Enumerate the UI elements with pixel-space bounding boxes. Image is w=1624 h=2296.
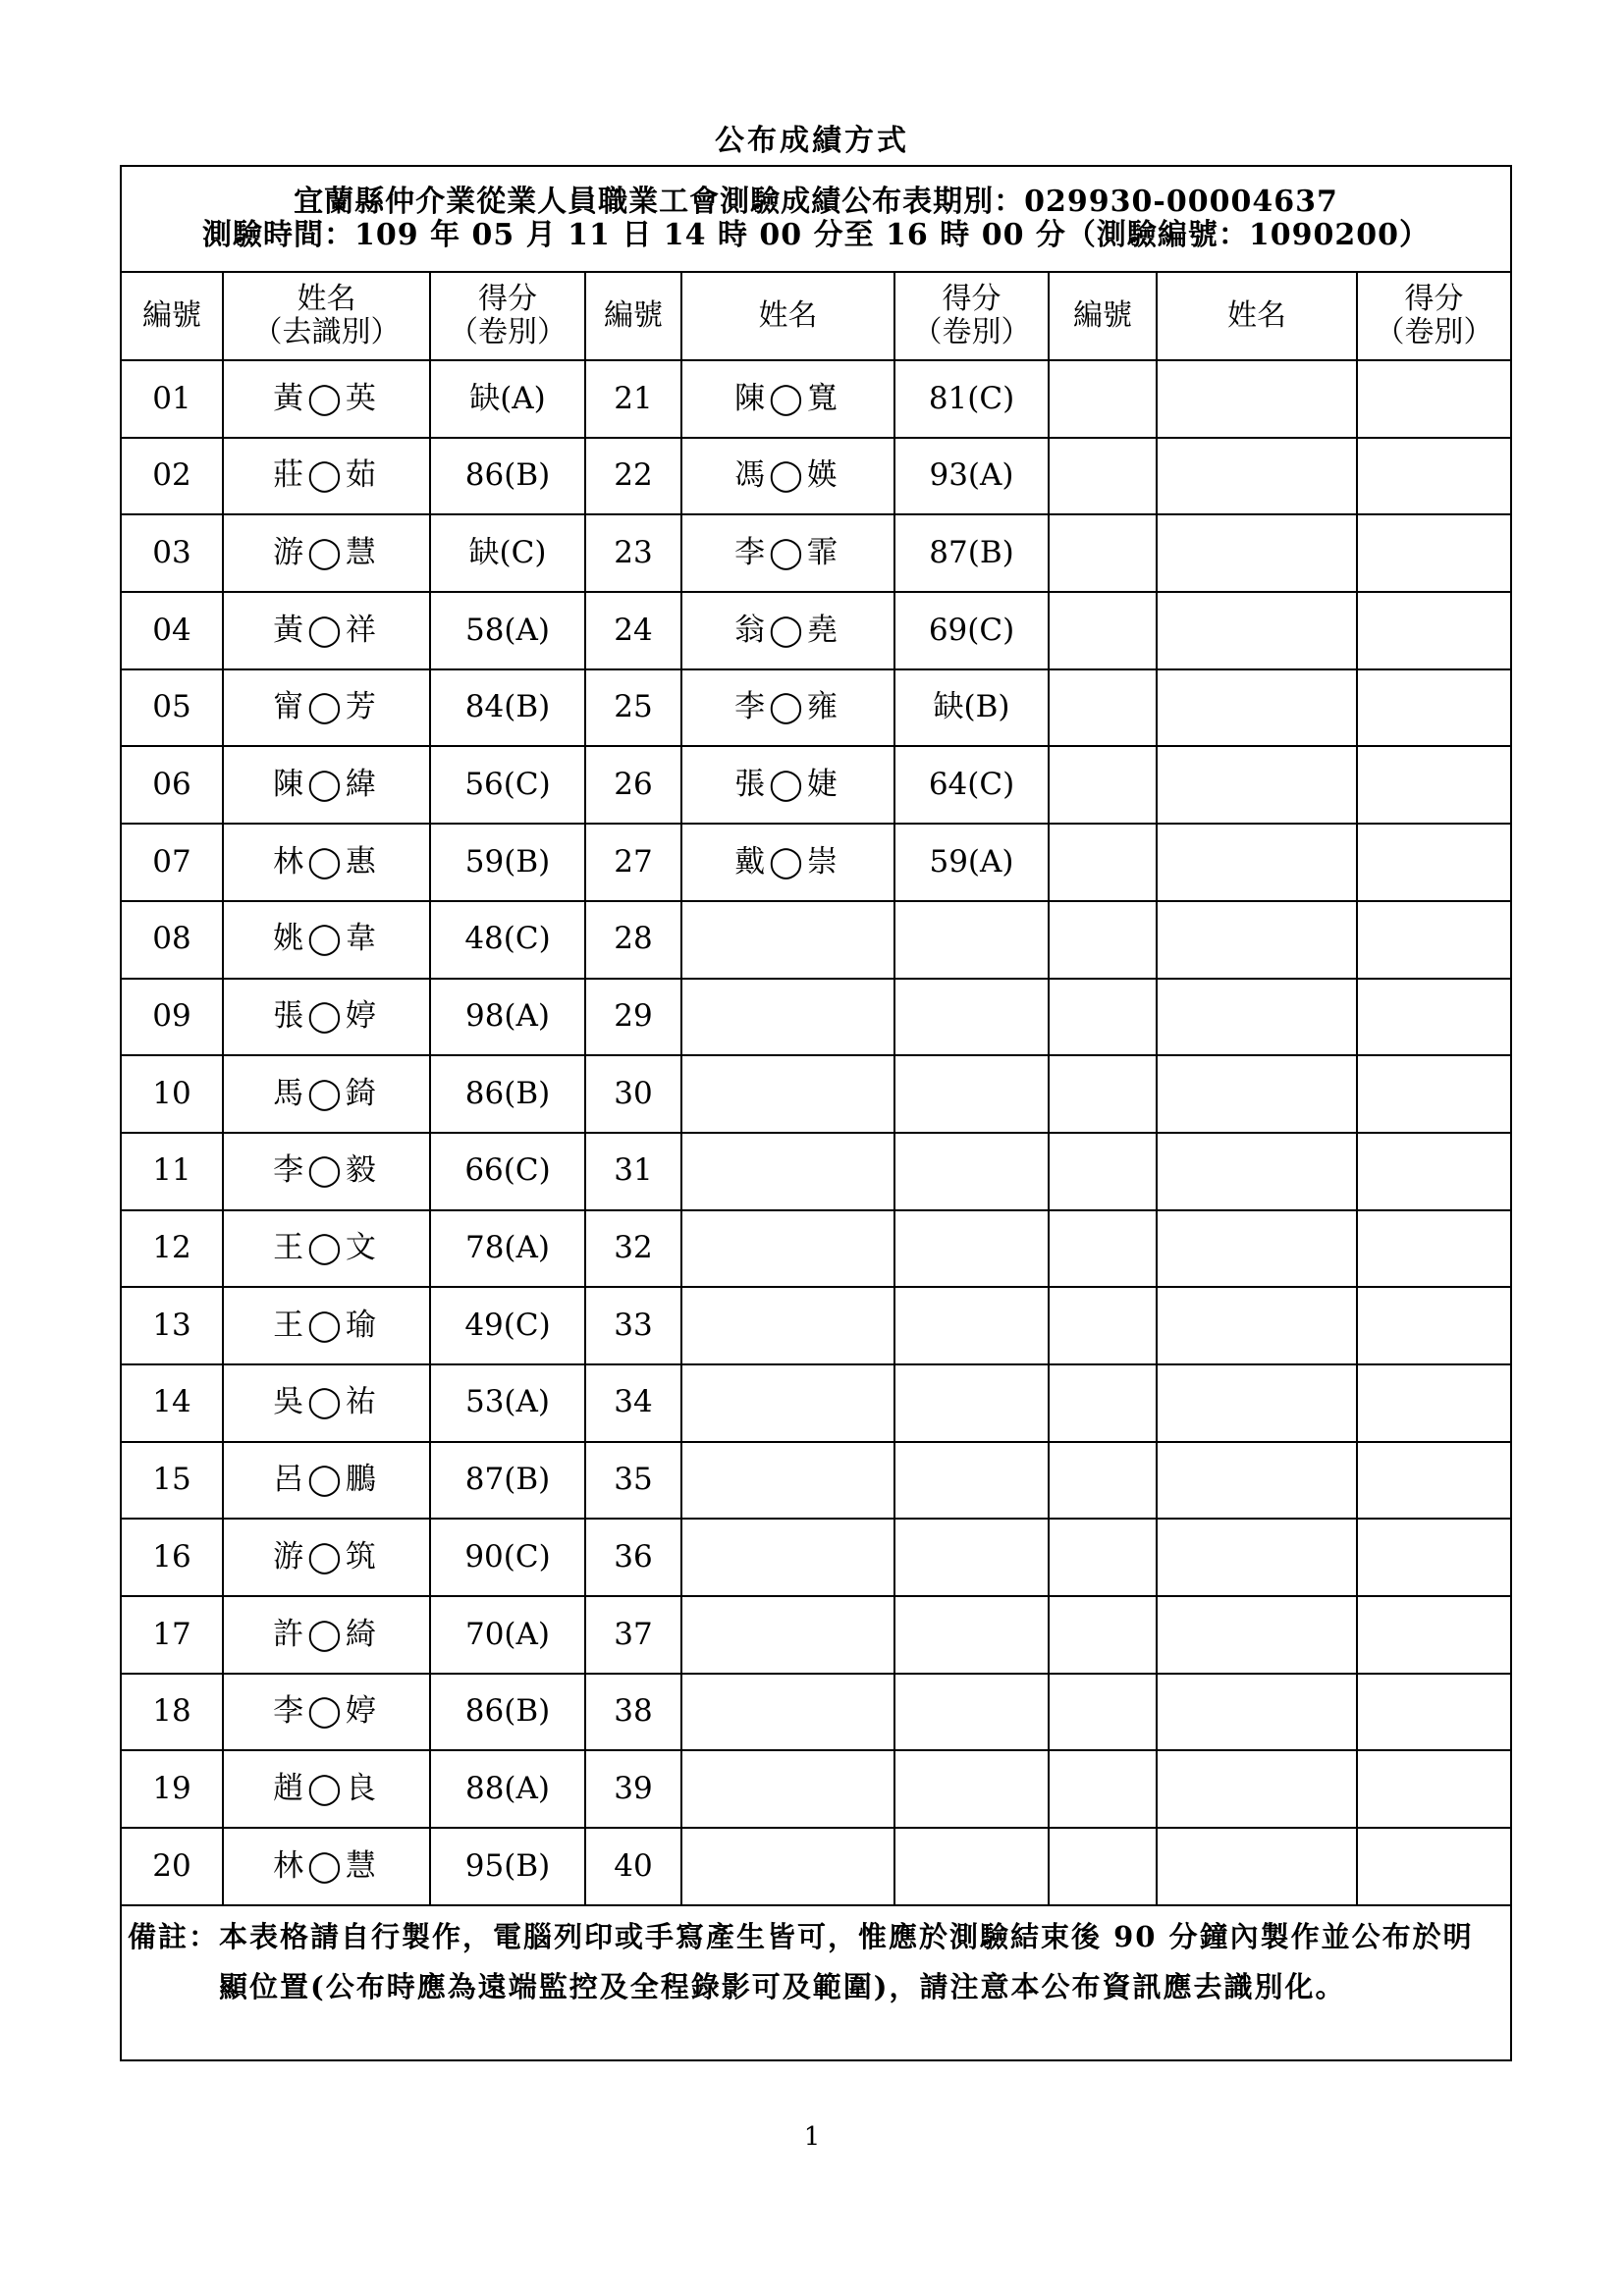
cell-number <box>1049 1055 1157 1133</box>
cell-score: 69(C) <box>894 592 1049 669</box>
cell-number: 03 <box>121 514 223 592</box>
table-header <box>121 166 1511 272</box>
cell-number: 20 <box>121 1828 223 1905</box>
cell-score: 98(A) <box>430 979 585 1056</box>
cell-score <box>894 1133 1049 1210</box>
cell-score <box>894 1055 1049 1133</box>
cell-name: 莊◯茹 <box>223 438 430 515</box>
cell-score: 87(B) <box>430 1442 585 1520</box>
cell-name: 張◯婕 <box>681 746 894 824</box>
cell-score <box>1357 1828 1511 1905</box>
cell-number: 16 <box>121 1519 223 1596</box>
cell-name: 翁◯堯 <box>681 592 894 669</box>
table-row <box>121 1210 1511 1288</box>
cell-score: 56(C) <box>430 746 585 824</box>
cell-name <box>1157 360 1357 438</box>
remarks-label: 備註： <box>128 1919 220 1953</box>
cell-name: 游◯慧 <box>223 514 430 592</box>
cell-name: 李◯雍 <box>681 669 894 747</box>
col-score-1: 得分 （卷別） <box>430 272 585 360</box>
cell-name <box>681 1364 894 1442</box>
cell-number: 28 <box>585 901 681 979</box>
cell-number <box>1049 1828 1157 1905</box>
cell-name <box>1157 1750 1357 1828</box>
cell-score <box>894 901 1049 979</box>
cell-number: 05 <box>121 669 223 747</box>
cell-score <box>894 1674 1049 1751</box>
cell-name <box>681 1210 894 1288</box>
table-row <box>121 901 1511 979</box>
cell-score <box>1357 592 1511 669</box>
cell-name <box>681 1133 894 1210</box>
cell-number: 27 <box>585 824 681 901</box>
table-row <box>121 1750 1511 1828</box>
cell-score: 95(B) <box>430 1828 585 1905</box>
col-name-1: 姓名 （去識別） <box>223 272 430 360</box>
cell-score <box>1357 1750 1511 1828</box>
cell-number: 21 <box>585 360 681 438</box>
cell-name: 王◯瑜 <box>223 1287 430 1364</box>
cell-name: 李◯霏 <box>681 514 894 592</box>
cell-number: 33 <box>585 1287 681 1364</box>
cell-number: 34 <box>585 1364 681 1442</box>
cell-name <box>681 1674 894 1751</box>
cell-number: 12 <box>121 1210 223 1288</box>
cell-name <box>1157 1364 1357 1442</box>
cell-score <box>894 1596 1049 1674</box>
cell-number <box>1049 360 1157 438</box>
cell-score: 86(B) <box>430 1055 585 1133</box>
cell-name <box>681 1287 894 1364</box>
cell-score: 49(C) <box>430 1287 585 1364</box>
cell-number <box>1049 1442 1157 1520</box>
cell-number: 30 <box>585 1055 681 1133</box>
cell-name <box>1157 592 1357 669</box>
cell-number: 36 <box>585 1519 681 1596</box>
cell-number: 11 <box>121 1133 223 1210</box>
cell-name: 馬◯錡 <box>223 1055 430 1133</box>
cell-name: 趙◯良 <box>223 1750 430 1828</box>
cell-name <box>1157 1133 1357 1210</box>
cell-number: 32 <box>585 1210 681 1288</box>
cell-score <box>894 1828 1049 1905</box>
cell-score <box>1357 979 1511 1056</box>
cell-number <box>1049 1519 1157 1596</box>
cell-score: 78(A) <box>430 1210 585 1288</box>
table-row <box>121 746 1511 824</box>
cell-score <box>1357 1364 1511 1442</box>
cell-number: 07 <box>121 824 223 901</box>
cell-score: 59(B) <box>430 824 585 901</box>
score-table <box>120 165 1512 2061</box>
cell-name: 游◯筑 <box>223 1519 430 1596</box>
cell-score <box>894 1442 1049 1520</box>
cell-name <box>1157 1828 1357 1905</box>
cell-name: 吳◯祐 <box>223 1364 430 1442</box>
cell-number <box>1049 1674 1157 1751</box>
cell-name <box>1157 669 1357 747</box>
cell-score <box>1357 1055 1511 1133</box>
table-row <box>121 669 1511 747</box>
cell-number <box>1049 979 1157 1056</box>
cell-name <box>1157 438 1357 515</box>
cell-score: 53(A) <box>430 1364 585 1442</box>
cell-score: 87(B) <box>894 514 1049 592</box>
cell-score <box>1357 1674 1511 1751</box>
table-row <box>121 360 1511 438</box>
column-header-row <box>121 272 1511 360</box>
cell-score: 58(A) <box>430 592 585 669</box>
table-row <box>121 979 1511 1056</box>
table-row <box>121 1133 1511 1210</box>
cell-name <box>1157 1442 1357 1520</box>
cell-number: 06 <box>121 746 223 824</box>
cell-number <box>1049 824 1157 901</box>
cell-score: 86(B) <box>430 438 585 515</box>
cell-number <box>1049 1750 1157 1828</box>
cell-number: 35 <box>585 1442 681 1520</box>
cell-number <box>1049 514 1157 592</box>
cell-number: 13 <box>121 1287 223 1364</box>
cell-number: 38 <box>585 1674 681 1751</box>
header-line2: 測驗時間：109 年 05 月 11 日 14 時 00 分至 16 時 00 分（測驗編號：1090200） <box>202 218 1431 252</box>
cell-score <box>1357 1287 1511 1364</box>
cell-name <box>1157 1519 1357 1596</box>
table-row <box>121 1674 1511 1751</box>
cell-score: 81(C) <box>894 360 1049 438</box>
cell-name: 黃◯祥 <box>223 592 430 669</box>
cell-name <box>1157 901 1357 979</box>
cell-number: 17 <box>121 1596 223 1674</box>
cell-number: 39 <box>585 1750 681 1828</box>
cell-name <box>681 1519 894 1596</box>
page-number: 1 <box>803 2122 821 2152</box>
cell-name <box>681 1596 894 1674</box>
remarks-text: 本表格請自行製作，電腦列印或手寫產生皆可，惟應於測驗結束後 90 分鐘內製作並公布於明顯位置(公布時應為遠端監控及全程錄影可及範圍)，請注意本公布資訊應去識別化。 <box>219 1919 1474 2003</box>
col-name-2: 姓名 <box>681 272 894 360</box>
cell-name: 姚◯韋 <box>223 901 430 979</box>
cell-number <box>1049 1133 1157 1210</box>
cell-score: 缺(B) <box>894 669 1049 747</box>
cell-name <box>681 979 894 1056</box>
cell-number <box>1049 1210 1157 1288</box>
cell-name <box>1157 1287 1357 1364</box>
cell-score <box>1357 1519 1511 1596</box>
cell-number: 09 <box>121 979 223 1056</box>
cell-number: 37 <box>585 1596 681 1674</box>
cell-score: 88(A) <box>430 1750 585 1828</box>
cell-score: 缺(C) <box>430 514 585 592</box>
cell-score: 48(C) <box>430 901 585 979</box>
table-row <box>121 1442 1511 1520</box>
col-score-3: 得分 （卷別） <box>1357 272 1511 360</box>
col-no-3: 編號 <box>1049 272 1157 360</box>
cell-score: 59(A) <box>894 824 1049 901</box>
cell-number <box>1049 592 1157 669</box>
table-row <box>121 1055 1511 1133</box>
cell-number <box>1049 1596 1157 1674</box>
cell-name: 甯◯芳 <box>223 669 430 747</box>
cell-name <box>1157 1674 1357 1751</box>
cell-name: 張◯婷 <box>223 979 430 1056</box>
cell-number: 02 <box>121 438 223 515</box>
cell-score <box>894 1750 1049 1828</box>
cell-score: 66(C) <box>430 1133 585 1210</box>
cell-name <box>1157 1210 1357 1288</box>
cell-name: 許◯綺 <box>223 1596 430 1674</box>
remarks <box>121 1905 1511 2060</box>
cell-name: 戴◯崇 <box>681 824 894 901</box>
cell-name <box>1157 1596 1357 1674</box>
cell-score <box>1357 1442 1511 1520</box>
cell-score <box>1357 901 1511 979</box>
cell-name: 陳◯緯 <box>223 746 430 824</box>
cell-number: 29 <box>585 979 681 1056</box>
cell-name: 王◯文 <box>223 1210 430 1288</box>
cell-number: 01 <box>121 360 223 438</box>
cell-score <box>894 1287 1049 1364</box>
cell-number <box>1049 1287 1157 1364</box>
table-row <box>121 824 1511 901</box>
cell-number: 22 <box>585 438 681 515</box>
cell-score <box>1357 824 1511 901</box>
cell-name <box>681 1828 894 1905</box>
cell-number <box>1049 669 1157 747</box>
cell-name <box>1157 746 1357 824</box>
cell-number: 08 <box>121 901 223 979</box>
table-row <box>121 1287 1511 1364</box>
cell-score: 93(A) <box>894 438 1049 515</box>
cell-number: 04 <box>121 592 223 669</box>
cell-name <box>681 1750 894 1828</box>
cell-number: 18 <box>121 1674 223 1751</box>
col-no-2: 編號 <box>585 272 681 360</box>
table-row <box>121 1519 1511 1596</box>
cell-score: 86(B) <box>430 1674 585 1751</box>
remarks-row <box>121 1905 1511 2060</box>
cell-number <box>1049 746 1157 824</box>
cell-name <box>1157 824 1357 901</box>
cell-score <box>1357 438 1511 515</box>
table-row <box>121 1364 1511 1442</box>
cell-score <box>1357 360 1511 438</box>
cell-number: 25 <box>585 669 681 747</box>
cell-name <box>681 901 894 979</box>
cell-number: 14 <box>121 1364 223 1442</box>
cell-name: 馮◯媖 <box>681 438 894 515</box>
cell-score: 缺(A) <box>430 360 585 438</box>
cell-score <box>1357 746 1511 824</box>
cell-name <box>1157 979 1357 1056</box>
cell-number: 15 <box>121 1442 223 1520</box>
cell-number: 31 <box>585 1133 681 1210</box>
cell-number <box>1049 1364 1157 1442</box>
cell-name: 黃◯英 <box>223 360 430 438</box>
table-row <box>121 592 1511 669</box>
cell-score <box>894 1364 1049 1442</box>
table-row <box>121 438 1511 515</box>
cell-score <box>1357 1210 1511 1288</box>
cell-score: 84(B) <box>430 669 585 747</box>
cell-number: 10 <box>121 1055 223 1133</box>
cell-name: 呂◯鵬 <box>223 1442 430 1520</box>
cell-number: 23 <box>585 514 681 592</box>
cell-name <box>1157 1055 1357 1133</box>
cell-number: 24 <box>585 592 681 669</box>
col-no-1: 編號 <box>121 272 223 360</box>
cell-number <box>1049 901 1157 979</box>
col-score-2: 得分 （卷別） <box>894 272 1049 360</box>
cell-score: 70(A) <box>430 1596 585 1674</box>
cell-name: 陳◯寬 <box>681 360 894 438</box>
cell-score <box>1357 514 1511 592</box>
table-row <box>121 1596 1511 1674</box>
cell-score <box>894 1210 1049 1288</box>
cell-number: 19 <box>121 1750 223 1828</box>
cell-score <box>1357 1133 1511 1210</box>
table-row <box>121 514 1511 592</box>
cell-name: 李◯毅 <box>223 1133 430 1210</box>
cell-name <box>681 1055 894 1133</box>
table-row <box>121 1828 1511 1905</box>
cell-score <box>1357 669 1511 747</box>
cell-name: 李◯婷 <box>223 1674 430 1751</box>
cell-score: 64(C) <box>894 746 1049 824</box>
cell-name <box>681 1442 894 1520</box>
cell-number: 26 <box>585 746 681 824</box>
cell-score <box>1357 1596 1511 1674</box>
col-name-3: 姓名 <box>1157 272 1357 360</box>
cell-name: 林◯惠 <box>223 824 430 901</box>
cell-score <box>894 1519 1049 1596</box>
header-line1: 宜蘭縣仲介業從業人員職業工會測驗成績公布表期別：029930-00004637 <box>294 184 1338 219</box>
cell-name <box>1157 514 1357 592</box>
page-title: 公布成績方式 <box>715 124 909 158</box>
cell-score: 90(C) <box>430 1519 585 1596</box>
cell-number: 40 <box>585 1828 681 1905</box>
table-header-row <box>121 166 1511 272</box>
cell-name: 林◯慧 <box>223 1828 430 1905</box>
cell-number <box>1049 438 1157 515</box>
cell-score <box>894 979 1049 1056</box>
